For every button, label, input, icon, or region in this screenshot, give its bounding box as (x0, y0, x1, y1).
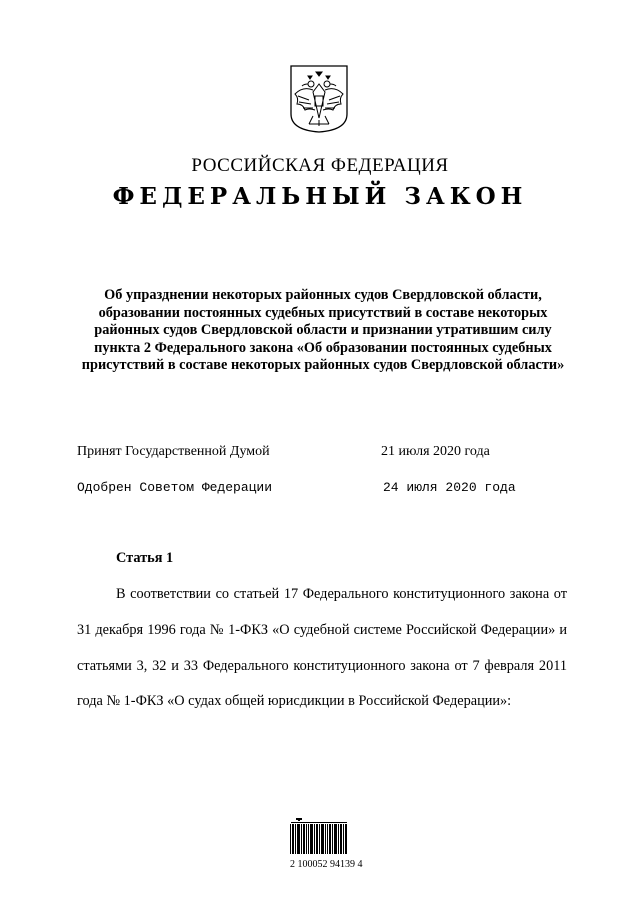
article-heading: Статья 1 (116, 550, 174, 566)
barcode-icon (290, 818, 362, 856)
law-title: Об упразднении некоторых районных судов Свердловской области, образовании постоянных судебных присутствий в составе некоторых районных судов Свердловской области и признании утратившим силу пункта 2 Федерального закона «Об образовании постоянных судебных присутствий в составе некоторых районных судов Свердловской области» (81, 287, 565, 373)
duma-date: 21 июля 2020 года (381, 444, 490, 459)
document-type-heading: ФЕДЕРАЛЬНЫЙ ЗАКОН (112, 183, 528, 210)
council-label: Одобрен Советом Федерации (77, 480, 273, 495)
duma-label: Принят Государственной Думой (77, 444, 270, 459)
barcode-number: 2 100052 94139 4 (290, 859, 363, 870)
council-date: 24 июля 2020 года (383, 480, 516, 495)
article-body: В соответствии со статьей 17 Федерального конституционного закона от 31 декабря 1996 года № 1-ФКЗ «О судебной системе Российской Федерации» и статьями 3, 32 и 33 Федерального конституционного закона от 7 февраля 2011 года № 1-ФКЗ «О судах общей юрисдикции в Российской Федерации»: (77, 586, 567, 710)
coat-of-arms-icon (289, 64, 349, 134)
country-heading: РОССИЙСКАЯ ФЕДЕРАЦИЯ (191, 155, 449, 176)
